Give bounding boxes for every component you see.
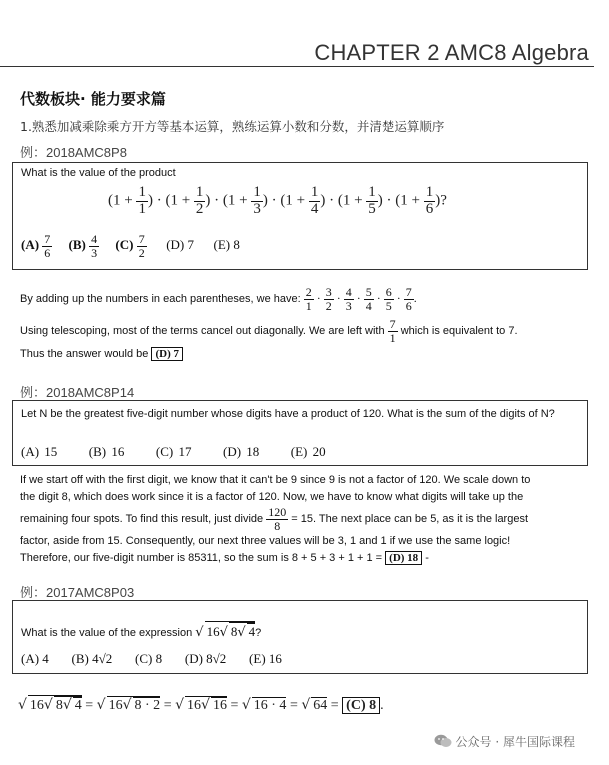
answer-3-box: (C) 8 <box>342 697 380 714</box>
problem-box-2 <box>12 400 588 466</box>
problem-1-question: What is the value of the product <box>21 167 176 179</box>
example-label-1: 例：2018AMC8P8 <box>20 145 127 160</box>
watermark: 公众号 · 犀牛国际课程 <box>434 733 575 750</box>
solution-1-line-1: By adding up the numbers in each parentheses, we have: $\frac{2}{1}$ · $\frac{3}{2}$ · $\frac{4}{3}$ · $\frac{5}{4}$ · $\frac{6}{5}$ · $\frac{7}{6}$ . <box>20 285 417 313</box>
answer-2-box: (D) 18 <box>385 551 422 565</box>
problem-box-1 <box>12 162 588 270</box>
problem-box-3 <box>12 600 588 674</box>
solution-2-line-5: Therefore, our five-digit number is 85311, so the sum is 8 + 5 + 3 + 1 + 1 = (D) 18 - <box>20 552 429 564</box>
problem-1-choices: (A) $\frac{7}{6}$ (B) $\frac{4}{3}$ (C) $\frac{7}{2}$ (D) 7 (E) 8 <box>21 232 240 260</box>
problem-2-question: Let N be the greatest five-digit number whose digits have a product of 120. What is the sum of the digits of N? <box>21 408 555 420</box>
example-label-3: 例：2017AMC8P03 <box>20 585 135 600</box>
solution-2-line-1: If we start off with the first digit, we know that it can't be 9 since 9 is not a factor of 120. We scale down to <box>20 474 531 486</box>
answer-1-box: (D) 7 <box>151 347 183 361</box>
solution-2-line-4: factor, aside from 15. Consequently, our next three values will be 3, 1 and 1 if we use the same logic! <box>20 535 511 547</box>
header-rule <box>0 66 594 67</box>
wechat-icon <box>434 734 452 748</box>
section-intro: 1.熟悉加减乘除乘方开方等基本运算，熟练运算小数和分数，并清楚运算顺序 <box>20 119 445 134</box>
solution-2-line-3: remaining four spots. To find this result, just divide $\frac{120}{8}$ = 15. The next place can be 5, as it is the largest <box>20 505 529 533</box>
section-title: 代数板块· 能力要求篇 <box>20 90 166 108</box>
solution-1-line-2: Using telescoping, most of the terms cancel out diagonally. We are left with $\frac{7}{1}$ which is equivalent to 7. <box>20 317 518 345</box>
solution-3-equation: √ 16√ 8√ 4 = √ 16√ 8 · 2 = √ 16√ 16 = √ 16 · 4 = √ 64 = (C) 8 . <box>18 697 384 713</box>
problem-3-question: What is the value of the expression √ 16√ 8√ 4? <box>21 621 261 640</box>
product-expression: (1 + $\frac{1}{1}$ ) · (1 + $\frac{1}{2}$ ) · (1 + $\frac{1}{3}$ ) · (1 + $\frac{1}{4}$ ) · (1 + $\frac{1}{5}$ ) · (1 + $\frac{1}{6}$ )? <box>108 184 447 217</box>
solution-2-line-2: the digit 8, which does work since it is a factor of 120. Now, we have to know what digits will take up the <box>20 491 524 503</box>
example-label-2: 例：2018AMC8P14 <box>20 385 135 400</box>
chapter-header: CHAPTER 2 AMC8 Algebra <box>314 40 589 65</box>
problem-2-choices: (A) 15 (B) 16 (C) 17 (D) 18 (E) 20 <box>21 444 326 459</box>
solution-1-line-3: Thus the answer would be (D) 7 <box>20 348 183 360</box>
problem-3-choices: (A) 4 (B) 4√2 (C) 8 (D) 8√2 (E) 16 <box>21 651 282 666</box>
